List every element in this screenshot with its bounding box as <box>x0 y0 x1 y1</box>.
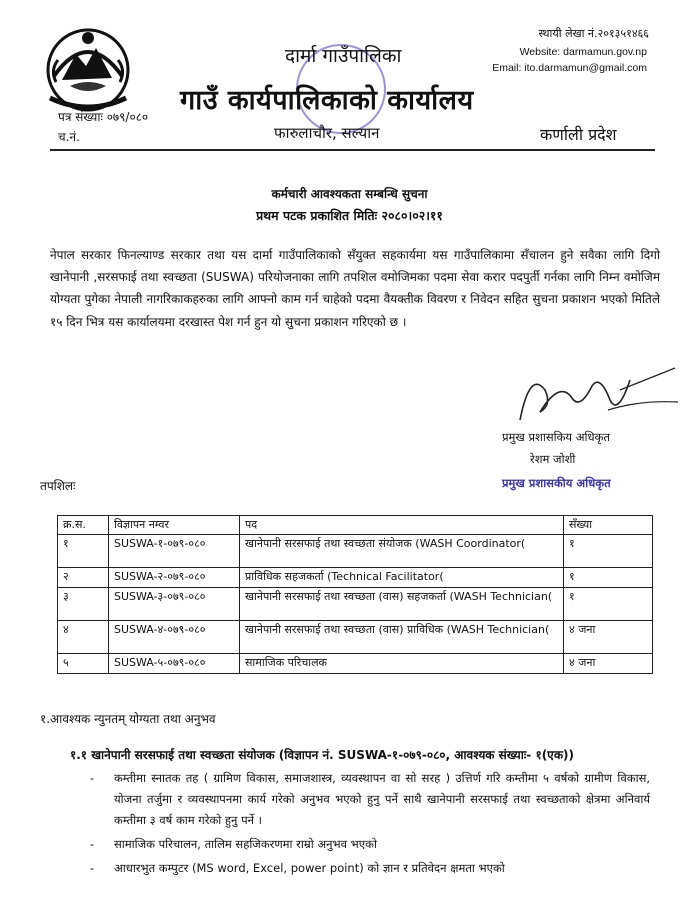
cell-serial: ५ <box>58 654 109 674</box>
cell-count: ४ जना <box>564 621 653 654</box>
list-item: - आधारभुत कम्पुटर (MS word, Excel, power point) को ज्ञान र प्रतिवेदन क्षमता भएको <box>90 858 650 879</box>
notice-title: कर्मचारी आवश्यकता सम्बन्धि सुचना <box>271 187 428 201</box>
table-row <box>58 654 653 674</box>
notice-body: नेपाल सरकार फिनल्याण्ड सरकार तथा यस दार्मा गाउँपालिकाको सँयुक्त सहकार्यमा यस गाउँपालिकामा सँचालन हुने सवैका लागि दिगो खानेपानी ,सरसफाई तथा स्वच्छता (SUSWA) परियोजनाका लागि तपशिल वमोजिमका पदमा सेवा करार पदपुर्ती गर्नका लागि निम्न वमोजिम योग्यता पुगेका नेपाली नागरिकाकहरुका लागि आफ्नो काम गर्न चाहेको पदमा वैयक्तीक विवरण र निवेदन सहित सुचना प्रकाशन भएको मितिले १५ दिन भित्र यस कार्यालयमा दरखास्त पेश गर्न हुन यो सुचना प्रकाशन गरिएको छ । <box>50 248 660 329</box>
cell-count: १ <box>564 535 653 568</box>
cell-post: सामाजिक परिचालक <box>240 654 564 674</box>
table-row <box>58 621 653 654</box>
header-post: पद <box>240 516 564 535</box>
cell-count: ४ जना <box>564 654 653 674</box>
cell-ad-number: SUSWA-५-०७९-०८० <box>109 654 240 674</box>
office-location: फारुलाचौर, सल्यान <box>274 124 380 142</box>
nepal-emblem-icon <box>40 20 136 116</box>
website-text: Website: darmamun.gov.np <box>519 46 647 58</box>
signatory-stamp: प्रमुख प्रशासकीय अधिकृत <box>502 476 611 490</box>
cell-post: प्राविधिक सहजकर्ता (Technical Facilitator( <box>240 568 564 588</box>
table-row <box>58 568 653 588</box>
subsection-heading: १.१ खानेपानी सरसफाई तथा स्वच्छता संयोजक (विज्ञापन नं. SUSWA-१-०७९-०८०, आवश्यक संख्याः- १(एक)) <box>70 748 575 762</box>
table-header-row <box>58 516 653 535</box>
pan-number: स्थायी लेखा नं.२०१३५१४६६ <box>538 27 649 40</box>
table-row <box>58 535 653 568</box>
cell-count: १ <box>564 568 653 588</box>
province-name: कर्णाली प्रदेश <box>540 125 617 144</box>
office-name: गाउँ कार्यपालिकाको कार्यालय <box>180 85 474 116</box>
table-label: तपशिलः <box>40 479 76 493</box>
cell-post: खानेपानी सरसफाई तथा स्वच्छता (वास) प्राविधिक (WASH Technician( <box>240 621 564 654</box>
signatory-title: प्रमुख प्रशासकिय अधिकृत <box>502 430 610 444</box>
cell-serial: ४ <box>58 621 109 654</box>
email-text: Email: ito.darmamun@gmail.com <box>492 62 647 74</box>
cell-post: खानेपानी सरसफाई तथा स्वच्छता (वास) सहजकर्ता (WASH Technician( <box>240 588 564 621</box>
cell-post: खानेपानी सरसफाई तथा स्वच्छता संयोजक (WASH Coordinator( <box>240 535 564 568</box>
cell-count: १ <box>564 588 653 621</box>
cell-serial: २ <box>58 568 109 588</box>
header-ad-number: विज्ञापन नम्वर <box>109 516 240 535</box>
header-count: सँख्या <box>564 516 653 535</box>
header-serial: क्र.स. <box>58 516 109 535</box>
notice-published-date: प्रथम पटक प्रकाशित मितिः २०८०।०२।११ <box>256 208 443 223</box>
cell-ad-number: SUSWA-४-०७९-०८० <box>109 621 240 654</box>
municipality-name: दार्मा गाउँपालिका <box>285 45 402 67</box>
reference-number: पत्र संख्याः ०७९/०८० <box>58 110 149 124</box>
header-divider <box>50 149 655 151</box>
table-row <box>58 588 653 621</box>
posts-table <box>57 515 653 674</box>
handwritten-signature <box>500 350 690 440</box>
cell-serial: १ <box>58 535 109 568</box>
signatory-name: रेशम जोशी <box>530 452 576 466</box>
cell-ad-number: SUSWA-२-०७९-०८० <box>109 568 240 588</box>
dispatch-number: च.नं. <box>58 130 80 144</box>
qualification-list <box>90 768 650 879</box>
cell-serial: ३ <box>58 588 109 621</box>
cell-ad-number: SUSWA-१-०७९-०८० <box>109 535 240 568</box>
section-heading: १.आवश्यक न्युनतम् योग्यता तथा अनुभव <box>40 712 216 726</box>
list-item: - सामाजिक परिचालन, तालिम सहजिकरणमा राम्रो अनुभव भएको <box>90 834 650 855</box>
cell-ad-number: SUSWA-३-०७९-०८० <box>109 588 240 621</box>
list-item: - कम्तीमा स्नातक तह ( ग्रामिण विकास, समाजशास्त्र, व्यवस्थापन वा सो सरह ) उत्तिर्ण गरि कम्तीमा ५ वर्षको ग्रामीण विकास, योजना तर्जुमा र व्यवस्थापनमा कार्य गरेको अनुभव भएको हुनु पर्ने साथै खानेपानी सरसफाई तथा स्वच्छताको क्षेत्रमा अनिवार्य कम्तीमा ३ वर्ष काम गरेको हुनु पर्ने । <box>90 768 650 831</box>
